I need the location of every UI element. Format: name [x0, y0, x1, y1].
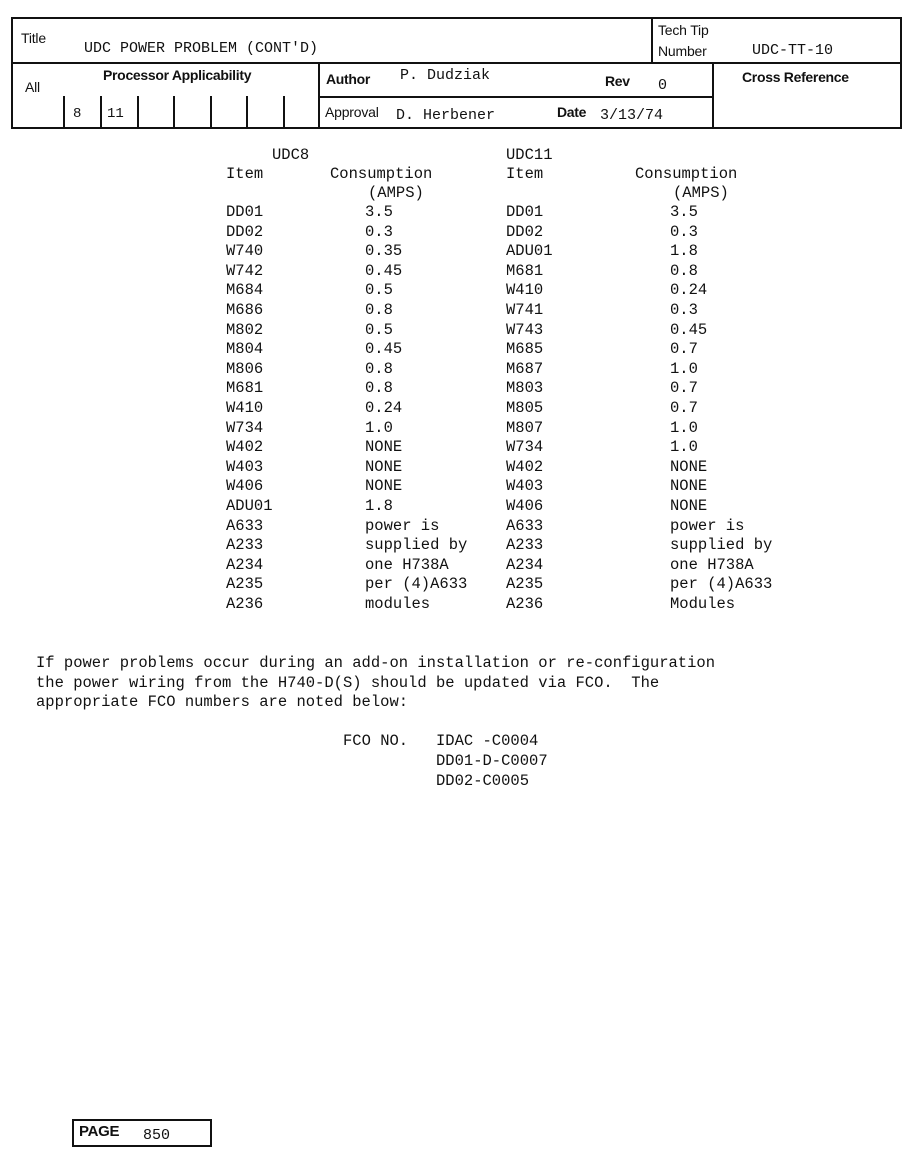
udc8-item-cell: M686	[226, 300, 264, 319]
udc11-value-cell: NONE	[670, 477, 708, 496]
udc11-amps-heading: (AMPS)	[673, 184, 729, 202]
udc8-item-cell: DD02	[226, 222, 264, 241]
udc8-item-cell: W734	[226, 418, 264, 437]
approval-label: Approval	[325, 104, 379, 120]
proc-cell-line	[246, 96, 248, 129]
proc-cell-line	[100, 96, 102, 129]
author-label: Author	[326, 71, 371, 87]
page-label: PAGE	[79, 1123, 120, 1140]
udc8-value-cell: one H738A	[365, 555, 449, 574]
udc8-value-cell: NONE	[365, 477, 403, 496]
udc11-value-column	[670, 203, 772, 614]
udc11-value-cell: 0.45	[670, 320, 708, 339]
header-row-divider	[11, 62, 902, 64]
udc8-value-cell: 0.45	[365, 261, 403, 280]
udc8-item-cell: W403	[226, 457, 264, 476]
udc11-item-cell: M805	[506, 398, 544, 417]
udc8-heading: UDC8	[272, 146, 310, 164]
date-label: Date	[557, 104, 587, 120]
udc8-value-cell: 0.24	[365, 398, 403, 417]
udc8-value-cell: 1.8	[365, 496, 393, 515]
udc8-value-cell: supplied by	[365, 536, 468, 555]
proc-cell-line	[173, 96, 175, 129]
udc8-item-cell: W406	[226, 477, 264, 496]
udc8-value-cell: 3.5	[365, 203, 393, 221]
udc11-value-cell: 3.5	[670, 203, 698, 221]
proc-cell-line	[210, 96, 212, 129]
udc11-heading: UDC11	[506, 146, 553, 164]
udc8-value-cell: 0.8	[365, 359, 393, 378]
title-label: Title	[21, 30, 46, 46]
udc8-value-cell: 0.5	[365, 320, 393, 339]
udc8-item-heading: Item	[226, 165, 264, 183]
udc11-item-cell: W734	[506, 438, 544, 457]
udc11-value-cell: 0.7	[670, 379, 698, 398]
udc11-value-cell: 1.0	[670, 418, 698, 437]
udc11-value-cell: NONE	[670, 496, 708, 515]
author-approval-divider	[318, 96, 713, 98]
proc-cell-line	[137, 96, 139, 129]
udc8-value-cell: 0.45	[365, 340, 403, 359]
udc8-item-cell: DD01	[226, 203, 264, 221]
udc11-item-cell: DD02	[506, 222, 544, 241]
udc11-item-column	[506, 203, 553, 614]
title-value: UDC POWER PROBLEM (CONT'D)	[84, 40, 319, 57]
udc11-item-cell: M681	[506, 261, 544, 280]
udc11-item-heading: Item	[506, 165, 544, 183]
udc8-value-column	[365, 203, 467, 614]
udc8-item-cell: W410	[226, 398, 264, 417]
udc11-item-cell: M687	[506, 359, 544, 378]
udc11-value-cell: power is	[670, 516, 745, 535]
rev-label: Rev	[605, 73, 630, 89]
fco-number: DD02-C0005	[436, 772, 530, 790]
udc8-value-cell: 0.8	[365, 379, 393, 398]
udc8-value-cell: modules	[365, 594, 431, 613]
paragraph-line: appropriate FCO numbers are noted below:	[36, 693, 409, 711]
udc11-value-cell: one H738A	[670, 555, 754, 574]
all-label: All	[25, 79, 40, 95]
udc11-item-cell: W403	[506, 477, 544, 496]
udc8-consumption-heading: Consumption	[330, 165, 433, 183]
techtip-label-1: Tech Tip	[658, 22, 709, 38]
udc11-value-cell: 0.8	[670, 261, 698, 280]
udc8-item-cell: A234	[226, 555, 264, 574]
proc-cell-line	[63, 96, 65, 129]
paragraph-line: the power wiring from the H740-D(S) should be updated via FCO. The	[36, 673, 660, 692]
udc11-value-cell: 1.0	[670, 359, 698, 378]
udc8-value-cell: 0.3	[365, 222, 393, 241]
udc11-value-cell: 1.0	[670, 438, 698, 457]
udc11-item-cell: W743	[506, 320, 544, 339]
fco-number: DD01-D-C0007	[436, 752, 548, 770]
udc11-item-cell: A633	[506, 516, 544, 535]
udc11-item-cell: M803	[506, 379, 544, 398]
udc11-value-cell: NONE	[670, 457, 708, 476]
udc11-item-cell: W741	[506, 300, 544, 319]
udc8-value-cell: NONE	[365, 438, 403, 457]
udc8-value-cell: 0.35	[365, 242, 403, 261]
fco-label: FCO NO.	[343, 732, 409, 750]
udc11-value-cell: per (4)A633	[670, 575, 773, 594]
udc11-item-cell: ADU01	[506, 242, 553, 261]
udc11-item-cell: A233	[506, 536, 544, 555]
udc11-item-cell: M807	[506, 418, 544, 437]
udc11-item-cell: A235	[506, 575, 544, 594]
udc11-item-cell: A234	[506, 555, 544, 574]
udc11-value-cell: 0.7	[670, 398, 698, 417]
udc11-item-cell: DD01	[506, 203, 544, 221]
udc8-item-cell: W742	[226, 261, 264, 280]
udc11-value-cell: Modules	[670, 594, 736, 613]
rev-value: 0	[658, 77, 668, 94]
fco-number: IDAC -C0004	[436, 732, 539, 750]
udc8-value-cell: 0.5	[365, 281, 393, 300]
udc11-value-cell: 0.3	[670, 300, 698, 319]
udc8-amps-heading: (AMPS)	[368, 184, 424, 202]
proc-cell-line	[283, 96, 285, 129]
udc11-item-cell: W410	[506, 281, 544, 300]
udc11-item-cell: W402	[506, 457, 544, 476]
techtip-label-2: Number	[658, 43, 707, 59]
udc8-value-cell: 0.8	[365, 300, 393, 319]
udc8-value-cell: NONE	[365, 457, 403, 476]
udc11-item-cell: M685	[506, 340, 544, 359]
udc8-value-cell: power is	[365, 516, 440, 535]
approval-value: D. Herbener	[396, 107, 496, 124]
udc11-consumption-heading: Consumption	[635, 165, 738, 183]
udc8-value-cell: per (4)A633	[365, 575, 468, 594]
udc8-item-cell: M806	[226, 359, 264, 378]
udc11-value-cell: supplied by	[670, 536, 773, 555]
udc8-item-cell: M804	[226, 340, 264, 359]
proc-cell-11: 11	[107, 106, 124, 122]
proc-cell-8: 8	[73, 106, 82, 122]
udc11-value-cell: 0.7	[670, 340, 698, 359]
udc11-item-cell: W406	[506, 496, 544, 515]
title-techtip-divider	[651, 17, 653, 63]
udc11-value-cell: 0.3	[670, 222, 698, 241]
udc8-item-cell: M681	[226, 379, 264, 398]
fco-paragraph	[36, 654, 715, 713]
udc8-item-cell: A233	[226, 536, 264, 555]
udc11-item-cell: A236	[506, 594, 544, 613]
author-value: P. Dudziak	[400, 67, 491, 84]
udc8-item-cell: W402	[226, 438, 264, 457]
udc8-item-cell: M802	[226, 320, 264, 339]
cross-reference-label: Cross Reference	[742, 69, 849, 85]
udc8-item-cell: A236	[226, 594, 264, 613]
date-value: 3/13/74	[600, 107, 664, 124]
page-number: 850	[143, 1127, 171, 1144]
udc8-value-cell: 1.0	[365, 418, 393, 437]
udc8-item-cell: A235	[226, 575, 264, 594]
udc8-item-column	[226, 203, 273, 614]
udc8-item-cell: ADU01	[226, 496, 273, 515]
udc11-value-cell: 1.8	[670, 242, 698, 261]
udc8-item-cell: A633	[226, 516, 264, 535]
udc8-item-cell: M684	[226, 281, 264, 300]
udc8-item-cell: W740	[226, 242, 264, 261]
paragraph-line: If power problems occur during an add-on installation or re-configuration	[36, 654, 716, 672]
udc11-value-cell: 0.24	[670, 281, 708, 300]
techtip-number: UDC-TT-10	[752, 42, 834, 59]
processor-applicability-label: Processor Applicability	[103, 67, 252, 83]
